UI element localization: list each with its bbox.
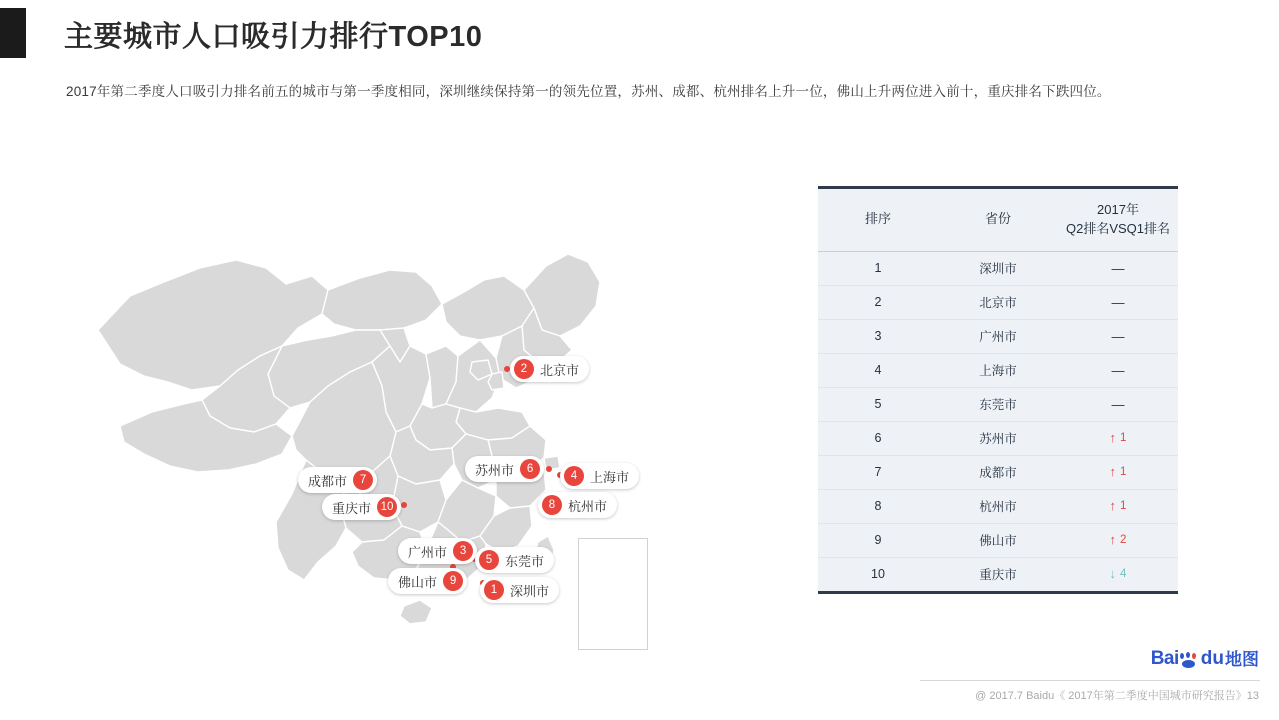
cell-city: 上海市 [938, 353, 1058, 387]
map-marker-hangzhou[interactable] [538, 492, 617, 518]
logo-ditu-text: 地图 [1225, 650, 1259, 669]
arrow-up-icon: ↑ [1109, 430, 1117, 446]
delta-up [1110, 431, 1127, 444]
cell-city: 深圳市 [938, 251, 1058, 285]
delta-up [1110, 499, 1127, 512]
logo-du-text: du [1200, 648, 1224, 669]
cell-change [1058, 353, 1178, 387]
map-marker-rank: 7 [353, 470, 373, 490]
map-marker-rank: 9 [443, 571, 463, 591]
cell-city: 佛山市 [938, 523, 1058, 557]
cell-change [1058, 387, 1178, 421]
map-marker-guangzhou[interactable] [398, 538, 477, 564]
dash-icon: — [1111, 294, 1125, 310]
map-marker-label: 佛山市 [398, 574, 438, 590]
cell-city: 重庆市 [979, 568, 1017, 583]
table-header-change-line2: Q2排名VSQ1排名 [1065, 220, 1171, 236]
dash-icon: — [1111, 260, 1125, 276]
table-header-change [1058, 189, 1178, 251]
map-marker-suzhou[interactable] [465, 456, 544, 482]
table-header-rank: 排序 [818, 189, 938, 251]
cell-change [1058, 319, 1178, 353]
cell-change [1058, 285, 1178, 319]
map-marker-shanghai[interactable] [560, 463, 639, 489]
map-marker-dongguan[interactable] [475, 547, 554, 573]
cell-rank: 8 [818, 489, 938, 523]
table-row [818, 319, 1178, 353]
cell-change [1058, 455, 1178, 489]
cell-city: 东莞市 [938, 387, 1058, 421]
map-inset-frame [578, 538, 648, 650]
table-row [818, 523, 1178, 557]
map-marker-label: 上海市 [590, 469, 630, 485]
map-marker-rank: 6 [520, 459, 540, 479]
map-marker-foshan[interactable] [388, 568, 467, 594]
delta-down [1110, 567, 1127, 580]
cell-rank: 4 [818, 353, 938, 387]
delta-up [1110, 465, 1127, 478]
arrow-up-icon: ↑ [1109, 532, 1117, 548]
map-marker-rank: 4 [564, 466, 584, 486]
map-marker-rank: 10 [377, 497, 397, 517]
delta-value: 4 [1120, 567, 1127, 580]
delta-value: 1 [1120, 499, 1127, 512]
ranking-table [818, 186, 1178, 594]
dash-icon: — [1111, 328, 1125, 344]
map-marker-rank: 5 [479, 550, 499, 570]
cell-city: 苏州市 [938, 421, 1058, 455]
arrow-up-icon: ↑ [1109, 464, 1117, 480]
map-marker-rank: 3 [453, 541, 473, 561]
table-header-city: 省份 [938, 189, 1058, 251]
map-marker-label: 重庆市 [332, 500, 372, 516]
map-dot-chongqing [401, 502, 407, 508]
map-marker-label: 成都市 [308, 473, 348, 489]
cell-rank: 3 [818, 319, 938, 353]
table-header-row [818, 189, 1178, 251]
table-row [818, 455, 1178, 489]
page-title: 主要城市人口吸引力排行TOP10 [64, 21, 483, 53]
baidu-map-logo [1151, 645, 1259, 670]
map-dot-suzhou [546, 466, 552, 472]
map-marker-label: 广州市 [408, 544, 448, 560]
paw-icon [1180, 652, 1200, 669]
cell-rank: 2 [818, 285, 938, 319]
table-row [818, 353, 1178, 387]
map-marker-label: 苏州市 [475, 462, 515, 478]
delta-up [1110, 533, 1127, 546]
footer-copyright: @ 2017.7 Baidu《 2017年第二季度中国城市研究报告》13 [975, 690, 1259, 702]
dash-icon: — [1111, 362, 1125, 378]
table-row [818, 251, 1178, 285]
arrow-down-icon: ↓ [1109, 566, 1117, 582]
cell-rank: 6 [818, 421, 938, 455]
map-marker-rank: 2 [514, 359, 534, 379]
table-row [818, 387, 1178, 421]
cell-rank: 5 [818, 387, 938, 421]
map-marker-chengdu[interactable] [298, 467, 377, 493]
table-row [818, 421, 1178, 455]
table-row [818, 557, 1178, 591]
map-marker-chongqing[interactable] [322, 494, 401, 520]
cell-change [1058, 421, 1178, 455]
table-row [818, 489, 1178, 523]
map-marker-beijing[interactable] [510, 356, 589, 382]
cell-city: 北京市 [938, 285, 1058, 319]
cell-city: 广州市 [938, 319, 1058, 353]
cell-city: 杭州市 [938, 489, 1058, 523]
map-marker-label: 杭州市 [568, 498, 608, 514]
dash-icon: — [1111, 396, 1125, 412]
footer-divider [920, 680, 1260, 681]
map-marker-label: 东莞市 [505, 553, 545, 569]
map-marker-rank: 1 [484, 580, 504, 600]
cell-change [1058, 557, 1178, 591]
delta-value: 1 [1120, 465, 1127, 478]
table-header-change-line1: 2017年 [1097, 202, 1139, 217]
cell-rank: 1 [818, 251, 938, 285]
page-subtitle: 2017年第二季度人口吸引力排名前五的城市与第一季度相同，深圳继续保持第一的领先位置，苏州、成都、杭州排名上升一位，佛山上升两位进入前十，重庆排名下跌四位。 [66, 84, 1111, 99]
delta-value: 2 [1120, 533, 1127, 546]
cell-rank: 9 [818, 523, 938, 557]
map-marker-label: 深圳市 [510, 583, 550, 599]
logo-bai-text: Bai [1150, 648, 1179, 669]
china-map [60, 150, 760, 660]
map-marker-rank: 8 [542, 495, 562, 515]
cell-change [1058, 251, 1178, 285]
arrow-up-icon: ↑ [1109, 498, 1117, 514]
cell-city: 成都市 [938, 455, 1058, 489]
cell-rank: 7 [818, 455, 938, 489]
table-row [818, 285, 1178, 319]
map-marker-shenzhen[interactable] [480, 577, 559, 603]
cell-change [1058, 489, 1178, 523]
map-marker-label: 北京市 [540, 362, 580, 378]
cell-change [1058, 523, 1178, 557]
cell-rank: 10 [871, 567, 885, 582]
delta-value: 1 [1120, 431, 1127, 444]
title-accent-bar [0, 8, 26, 58]
